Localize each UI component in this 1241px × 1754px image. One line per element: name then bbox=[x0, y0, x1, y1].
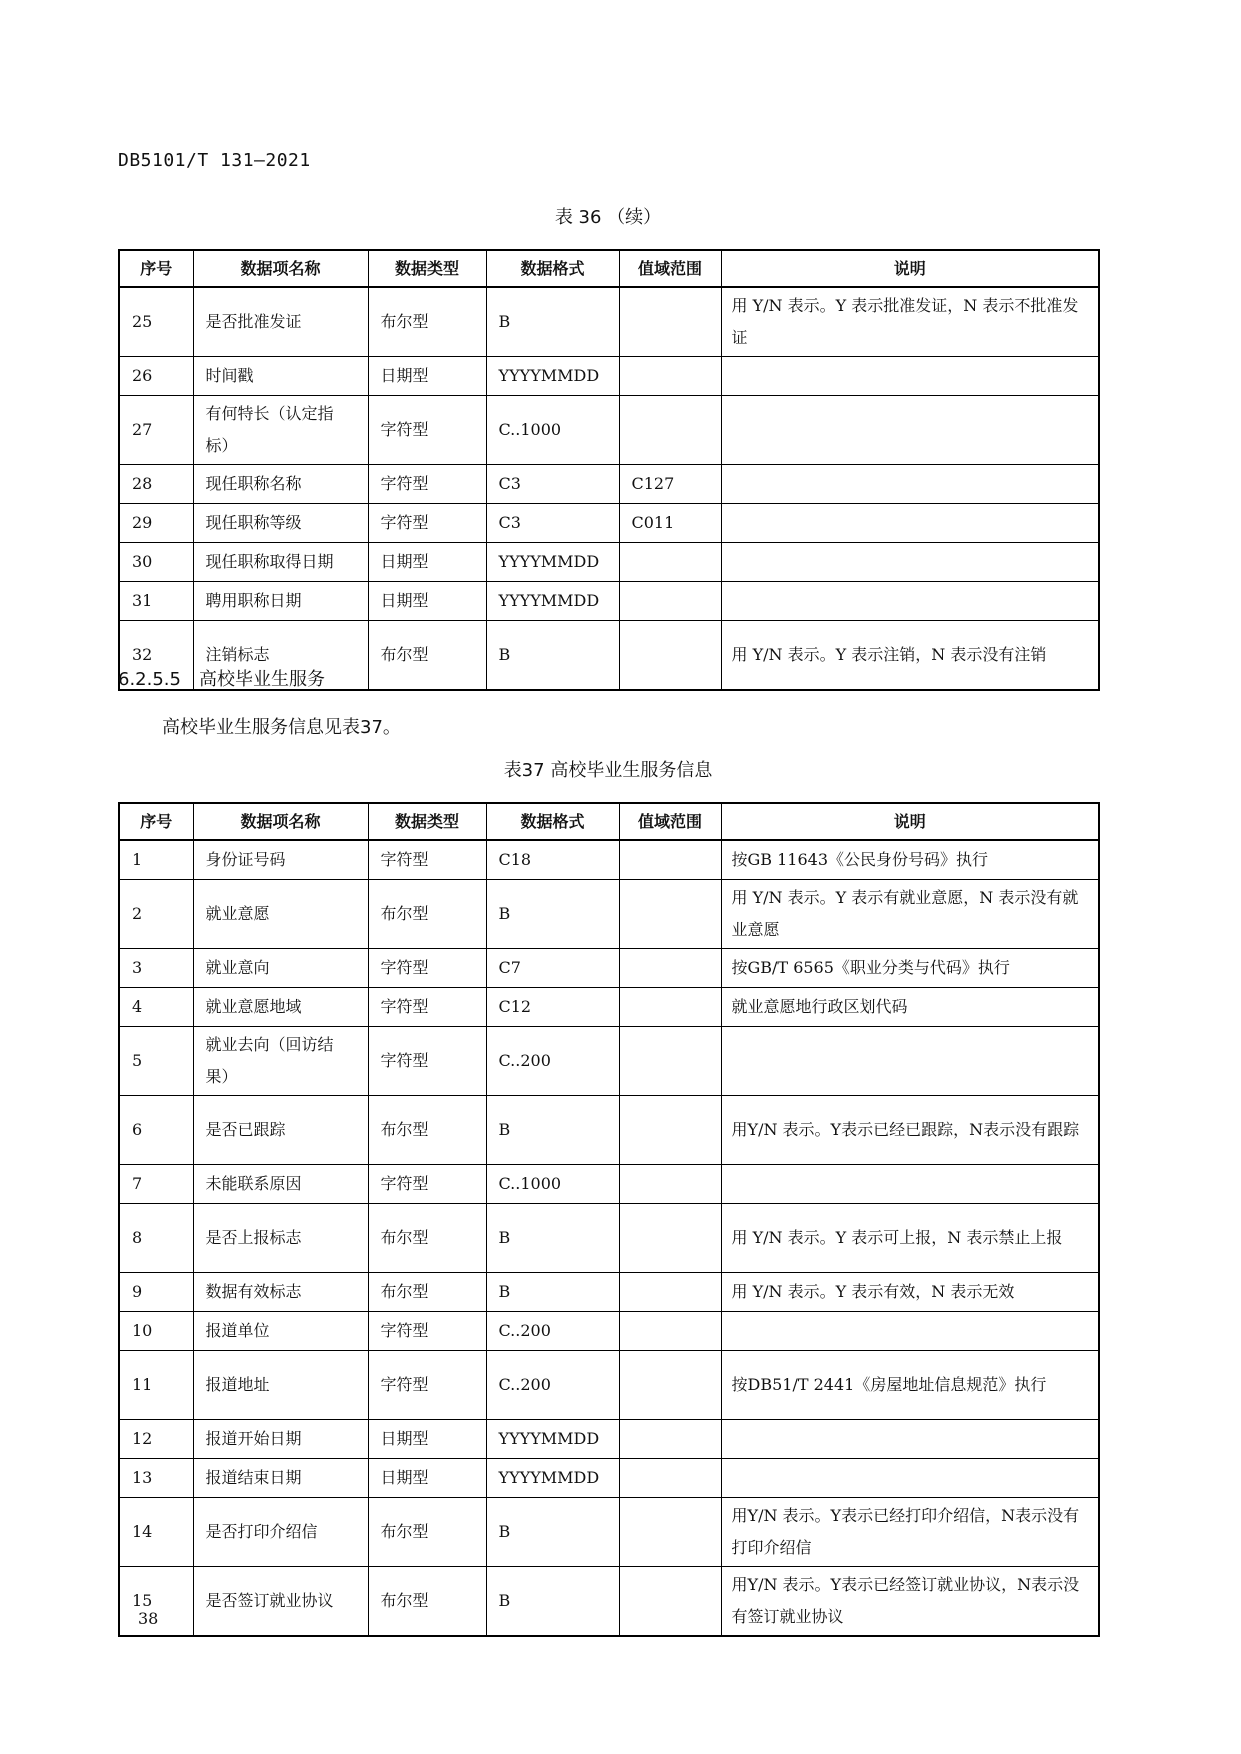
column-header: 数据格式 bbox=[486, 803, 619, 840]
table-row bbox=[119, 949, 1099, 988]
item-name-cell: 现任职称等级 bbox=[193, 504, 368, 543]
column-header: 序号 bbox=[119, 803, 193, 840]
data-format-cell: YYYYMMDD bbox=[486, 582, 619, 621]
description-cell: 用Y/N 表示。Y表示已经签订就业协议，N表示没有签订就业协议 bbox=[721, 1567, 1099, 1637]
seq-cell: 28 bbox=[119, 465, 193, 504]
value-range-cell bbox=[619, 1498, 721, 1567]
data-type-cell: 布尔型 bbox=[368, 621, 486, 691]
table-row bbox=[119, 1165, 1099, 1204]
column-header: 说明 bbox=[721, 250, 1099, 287]
data-format-cell: B bbox=[486, 1567, 619, 1637]
data-type-cell: 布尔型 bbox=[368, 1567, 486, 1637]
item-name-cell: 是否签订就业协议 bbox=[193, 1567, 368, 1637]
seq-cell: 12 bbox=[119, 1420, 193, 1459]
item-name-cell: 是否已跟踪 bbox=[193, 1096, 368, 1165]
item-name-cell: 是否批准发证 bbox=[193, 287, 368, 357]
table-row bbox=[119, 504, 1099, 543]
description-cell: 按GB 11643《公民身份号码》执行 bbox=[721, 840, 1099, 880]
value-range-cell bbox=[619, 396, 721, 465]
description-cell: 用 Y/N 表示。Y 表示可上报，N 表示禁止上报 bbox=[721, 1204, 1099, 1273]
data-format-cell: C..1000 bbox=[486, 396, 619, 465]
data-type-cell: 日期型 bbox=[368, 543, 486, 582]
description-cell bbox=[721, 357, 1099, 396]
data-format-cell: B bbox=[486, 880, 619, 949]
data-type-cell: 字符型 bbox=[368, 988, 486, 1027]
description-cell: 用 Y/N 表示。Y 表示有就业意愿，N 表示没有就业意愿 bbox=[721, 880, 1099, 949]
value-range-cell bbox=[619, 1165, 721, 1204]
item-name-cell: 现任职称名称 bbox=[193, 465, 368, 504]
seq-cell: 32 bbox=[119, 621, 193, 691]
data-format-cell: C..200 bbox=[486, 1027, 619, 1096]
item-name-cell: 报道开始日期 bbox=[193, 1420, 368, 1459]
section-paragraph: 高校毕业生服务信息见表37。 bbox=[162, 717, 401, 738]
description-cell: 用Y/N 表示。Y表示已经已跟踪，N表示没有跟踪 bbox=[721, 1096, 1099, 1165]
column-header: 数据项名称 bbox=[193, 250, 368, 287]
table-37 bbox=[118, 802, 1100, 1637]
data-format-cell: C3 bbox=[486, 504, 619, 543]
description-cell bbox=[721, 1165, 1099, 1204]
item-name-cell: 是否打印介绍信 bbox=[193, 1498, 368, 1567]
table-row bbox=[119, 1096, 1099, 1165]
data-format-cell: YYYYMMDD bbox=[486, 357, 619, 396]
table-row bbox=[119, 1204, 1099, 1273]
data-format-cell: B bbox=[486, 621, 619, 691]
data-format-cell: B bbox=[486, 1273, 619, 1312]
data-type-cell: 日期型 bbox=[368, 582, 486, 621]
seq-cell: 5 bbox=[119, 1027, 193, 1096]
table-row bbox=[119, 1567, 1099, 1637]
column-header: 数据项名称 bbox=[193, 803, 368, 840]
item-name-cell: 是否上报标志 bbox=[193, 1204, 368, 1273]
table-row bbox=[119, 465, 1099, 504]
table-row bbox=[119, 1498, 1099, 1567]
table-row bbox=[119, 543, 1099, 582]
item-name-cell: 就业意愿地域 bbox=[193, 988, 368, 1027]
description-cell bbox=[721, 396, 1099, 465]
seq-cell: 26 bbox=[119, 357, 193, 396]
data-type-cell: 布尔型 bbox=[368, 287, 486, 357]
header-row bbox=[119, 250, 1099, 287]
value-range-cell bbox=[619, 543, 721, 582]
value-range-cell bbox=[619, 582, 721, 621]
data-type-cell: 日期型 bbox=[368, 1459, 486, 1498]
value-range-cell bbox=[619, 1027, 721, 1096]
item-name-cell: 未能联系原因 bbox=[193, 1165, 368, 1204]
value-range-cell bbox=[619, 1204, 721, 1273]
data-format-cell: YYYYMMDD bbox=[486, 543, 619, 582]
seq-cell: 1 bbox=[119, 840, 193, 880]
value-range-cell bbox=[619, 1351, 721, 1420]
column-header: 值域范围 bbox=[619, 250, 721, 287]
data-type-cell: 字符型 bbox=[368, 504, 486, 543]
data-format-cell: B bbox=[486, 287, 619, 357]
table-row bbox=[119, 1273, 1099, 1312]
item-name-cell: 聘用职称日期 bbox=[193, 582, 368, 621]
description-cell: 用Y/N 表示。Y表示已经打印介绍信，N表示没有打印介绍信 bbox=[721, 1498, 1099, 1567]
table-36-title: 表 36 （续） bbox=[554, 207, 662, 228]
value-range-cell bbox=[619, 1420, 721, 1459]
item-name-cell: 报道结束日期 bbox=[193, 1459, 368, 1498]
value-range-cell bbox=[619, 840, 721, 880]
data-type-cell: 字符型 bbox=[368, 396, 486, 465]
data-type-cell: 字符型 bbox=[368, 1027, 486, 1096]
value-range-cell bbox=[619, 287, 721, 357]
table-row bbox=[119, 357, 1099, 396]
description-cell bbox=[721, 543, 1099, 582]
section-heading bbox=[118, 665, 325, 691]
table-36 bbox=[118, 249, 1100, 691]
table-row bbox=[119, 582, 1099, 621]
data-type-cell: 日期型 bbox=[368, 1420, 486, 1459]
page-number: 38 bbox=[138, 1609, 159, 1628]
description-cell: 用 Y/N 表示。Y 表示有效，N 表示无效 bbox=[721, 1273, 1099, 1312]
data-type-cell: 布尔型 bbox=[368, 1498, 486, 1567]
item-name-cell: 有何特长（认定指标） bbox=[193, 396, 368, 465]
table-row bbox=[119, 396, 1099, 465]
data-type-cell: 布尔型 bbox=[368, 880, 486, 949]
description-cell bbox=[721, 1420, 1099, 1459]
section-title: 高校毕业生服务 bbox=[198, 669, 325, 690]
data-type-cell: 字符型 bbox=[368, 1312, 486, 1351]
seq-cell: 14 bbox=[119, 1498, 193, 1567]
value-range-cell bbox=[619, 1312, 721, 1351]
data-format-cell: B bbox=[486, 1204, 619, 1273]
description-cell: 用 Y/N 表示。Y 表示批准发证，N 表示不批准发证 bbox=[721, 287, 1099, 357]
value-range-cell bbox=[619, 357, 721, 396]
data-format-cell: C..1000 bbox=[486, 1165, 619, 1204]
table-row bbox=[119, 1420, 1099, 1459]
column-header: 序号 bbox=[119, 250, 193, 287]
description-cell bbox=[721, 504, 1099, 543]
table-37-title: 表37 高校毕业生服务信息 bbox=[503, 760, 713, 781]
seq-cell: 8 bbox=[119, 1204, 193, 1273]
section-number: 6.2.5.5 bbox=[118, 669, 181, 690]
seq-cell: 9 bbox=[119, 1273, 193, 1312]
table-row bbox=[119, 1459, 1099, 1498]
data-type-cell: 字符型 bbox=[368, 840, 486, 880]
seq-cell: 10 bbox=[119, 1312, 193, 1351]
data-format-cell: C..200 bbox=[486, 1351, 619, 1420]
data-type-cell: 布尔型 bbox=[368, 1204, 486, 1273]
column-header: 说明 bbox=[721, 803, 1099, 840]
data-type-cell: 布尔型 bbox=[368, 1273, 486, 1312]
data-format-cell: C..200 bbox=[486, 1312, 619, 1351]
column-header: 数据类型 bbox=[368, 803, 486, 840]
seq-cell: 7 bbox=[119, 1165, 193, 1204]
header-row bbox=[119, 803, 1099, 840]
description-cell: 按GB/T 6565《职业分类与代码》执行 bbox=[721, 949, 1099, 988]
seq-cell: 30 bbox=[119, 543, 193, 582]
column-header: 数据格式 bbox=[486, 250, 619, 287]
seq-cell: 3 bbox=[119, 949, 193, 988]
description-cell bbox=[721, 1027, 1099, 1096]
item-name-cell: 数据有效标志 bbox=[193, 1273, 368, 1312]
seq-cell: 31 bbox=[119, 582, 193, 621]
description-cell bbox=[721, 465, 1099, 504]
table-row bbox=[119, 880, 1099, 949]
description-cell bbox=[721, 1459, 1099, 1498]
item-name-cell: 就业意向 bbox=[193, 949, 368, 988]
value-range-cell bbox=[619, 880, 721, 949]
description-cell bbox=[721, 582, 1099, 621]
seq-cell: 6 bbox=[119, 1096, 193, 1165]
data-type-cell: 字符型 bbox=[368, 949, 486, 988]
item-name-cell: 报道地址 bbox=[193, 1351, 368, 1420]
column-header: 值域范围 bbox=[619, 803, 721, 840]
data-format-cell: YYYYMMDD bbox=[486, 1459, 619, 1498]
item-name-cell: 现任职称取得日期 bbox=[193, 543, 368, 582]
value-range-cell bbox=[619, 621, 721, 691]
item-name-cell: 就业去向（回访结果） bbox=[193, 1027, 368, 1096]
seq-cell: 4 bbox=[119, 988, 193, 1027]
seq-cell: 2 bbox=[119, 880, 193, 949]
value-range-cell bbox=[619, 988, 721, 1027]
value-range-cell bbox=[619, 1096, 721, 1165]
data-format-cell: B bbox=[486, 1498, 619, 1567]
item-name-cell: 身份证号码 bbox=[193, 840, 368, 880]
value-range-cell bbox=[619, 1567, 721, 1637]
item-name-cell: 时间戳 bbox=[193, 357, 368, 396]
seq-cell: 11 bbox=[119, 1351, 193, 1420]
description-cell: 按DB51/T 2441《房屋地址信息规范》执行 bbox=[721, 1351, 1099, 1420]
item-name-cell: 注销标志 bbox=[193, 621, 368, 691]
data-type-cell: 布尔型 bbox=[368, 1096, 486, 1165]
data-format-cell: B bbox=[486, 1096, 619, 1165]
description-cell bbox=[721, 1312, 1099, 1351]
seq-cell: 25 bbox=[119, 287, 193, 357]
seq-cell: 27 bbox=[119, 396, 193, 465]
value-range-cell: C127 bbox=[619, 465, 721, 504]
data-format-cell: C18 bbox=[486, 840, 619, 880]
document-code: DB5101/T 131—2021 bbox=[118, 150, 311, 171]
table-row bbox=[119, 287, 1099, 357]
data-type-cell: 字符型 bbox=[368, 1351, 486, 1420]
value-range-cell: C011 bbox=[619, 504, 721, 543]
data-format-cell: YYYYMMDD bbox=[486, 1420, 619, 1459]
value-range-cell bbox=[619, 1273, 721, 1312]
data-format-cell: C3 bbox=[486, 465, 619, 504]
description-cell: 用 Y/N 表示。Y 表示注销，N 表示没有注销 bbox=[721, 621, 1099, 691]
value-range-cell bbox=[619, 949, 721, 988]
seq-cell: 15 bbox=[119, 1567, 193, 1637]
column-header: 数据类型 bbox=[368, 250, 486, 287]
table-row bbox=[119, 840, 1099, 880]
seq-cell: 13 bbox=[119, 1459, 193, 1498]
table-row bbox=[119, 1312, 1099, 1351]
item-name-cell: 报道单位 bbox=[193, 1312, 368, 1351]
description-cell: 就业意愿地行政区划代码 bbox=[721, 988, 1099, 1027]
table-row bbox=[119, 1351, 1099, 1420]
data-type-cell: 日期型 bbox=[368, 357, 486, 396]
value-range-cell bbox=[619, 1459, 721, 1498]
data-type-cell: 字符型 bbox=[368, 465, 486, 504]
data-format-cell: C7 bbox=[486, 949, 619, 988]
table-row bbox=[119, 988, 1099, 1027]
data-format-cell: C12 bbox=[486, 988, 619, 1027]
data-type-cell: 字符型 bbox=[368, 1165, 486, 1204]
item-name-cell: 就业意愿 bbox=[193, 880, 368, 949]
seq-cell: 29 bbox=[119, 504, 193, 543]
table-row bbox=[119, 1027, 1099, 1096]
